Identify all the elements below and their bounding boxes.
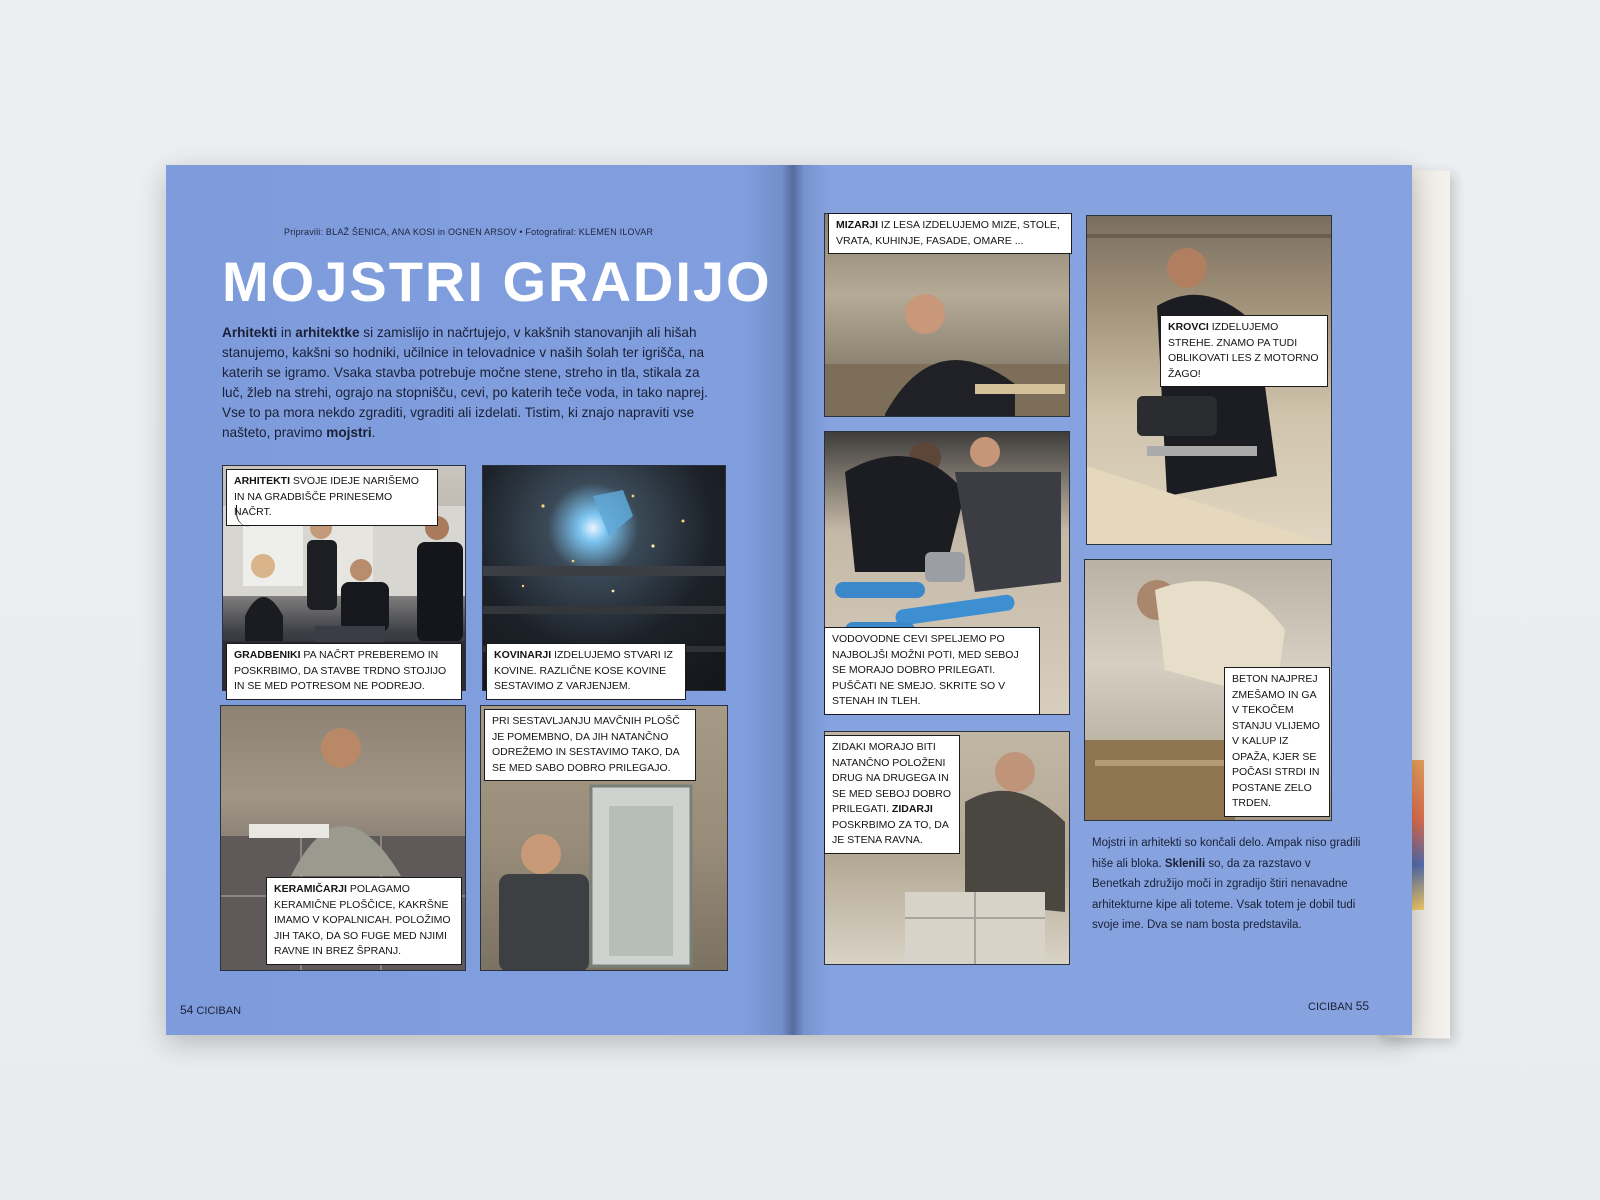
magazine-name-left: CICIBAN bbox=[196, 1005, 242, 1017]
caption-mizarji-text: IZ LESA IZDELUJEMO MIZE, STOLE, VRATA, KUHINJE, FASADE, OMARE ... bbox=[836, 219, 1060, 247]
caption-mavcne-text: PRI SESTAVLJANJU MAVČNIH PLOŠČ JE POMEMBNO, DA JIH NATANČNO ODREŽEMO IN SESTAVIMO TAKO, DA SE MED SABO DOBRO PRILEGAJO. bbox=[492, 715, 680, 774]
caption-vodovodne-cevi bbox=[824, 627, 1040, 715]
caption-kovinarji-bold: KOVINARJI bbox=[494, 649, 552, 661]
caption-mavcne-plosce bbox=[484, 709, 696, 781]
right-page bbox=[792, 165, 1412, 1035]
magazine-name-right: CICIBAN bbox=[1308, 1001, 1353, 1013]
caption-mizarji bbox=[828, 213, 1072, 254]
caption-arhitekti bbox=[226, 469, 438, 526]
caption-zidaki bbox=[824, 735, 960, 854]
caption-arhitekti-bold: ARHITEKTI bbox=[234, 475, 290, 487]
magazine-spread bbox=[166, 165, 1412, 1035]
folio-left bbox=[180, 1003, 241, 1017]
credits-line: Pripravili: BLAŽ ŠENICA, ANA KOSI in OGNEN ARSOV • Fotografiral: KLEMEN ILOVAR bbox=[284, 227, 654, 237]
caption-krovci-text: IZDELUJEMO STREHE. ZNAMO PA TUDI OBLIKOVATI LES Z MOTORNO ŽAGO! bbox=[1168, 321, 1319, 380]
left-page bbox=[166, 165, 792, 1035]
page-number-left: 54 bbox=[180, 1003, 194, 1017]
caption-mizarji-bold: MIZARJI bbox=[836, 219, 878, 231]
caption-vodovodne-text: VODOVODNE CEVI SPELJEMO PO NAJBOLJŠI MOŽNI POTI, MED SEBOJ SE MORAJO DOBRO PRILEGATI. PUŠČATI NE SMEJO. SKRITE SO V STENAH IN TLEH. bbox=[832, 633, 1019, 707]
caption-kovinarji-text: IZDELUJEMO STVARI IZ KOVINE. RAZLIČNE KOSE KOVINE SESTAVIMO Z VARJENJEM. bbox=[494, 649, 673, 692]
intro-text-3: . bbox=[371, 425, 376, 440]
intro-bold-arhitekti: Arhitekti bbox=[222, 325, 278, 340]
caption-beton-text: BETON NAJPREJ ZMEŠAMO IN GA V TEKOČEM STANJU VLIJEMO V KALUP IZ OPAŽA, KJER SE POČASI STRDI IN POSTANE ZELO TRDEN. bbox=[1232, 673, 1320, 809]
intro-bold-mojstri: mojstri bbox=[326, 425, 372, 440]
caption-gradbeniki-bold: GRADBENIKI bbox=[234, 649, 301, 661]
caption-gradbeniki-text: PA NAČRT PREBEREMO IN POSKRBIMO, DA STAVBE TRDNO STOJIJO IN SE MED POTRESOM NE PODREJO. bbox=[234, 649, 447, 692]
caption-gradbeniki bbox=[226, 643, 462, 700]
caption-beton bbox=[1224, 667, 1330, 817]
closing-paragraph bbox=[1092, 833, 1362, 936]
caption-keramicarji-text: POLAGAMO KERAMIČNE PLOŠČICE, KAKRŠNE IMAMO V KOPALNICAH. POLOŽIMO JIH TAKO, DA SO FUGE MED NJIMI RAVNE IN BREZ ŠPRANJ. bbox=[274, 883, 451, 957]
closing-text-2: so, da za razstavo v Benetkah združijo moči in zgradijo štiri nenavadne arhitekturne kipe ali toteme. Vsak totem je dobil tudi svoje ime. Dva se nam bosta predstavila. bbox=[1092, 857, 1356, 931]
caption-keramicarji-bold: KERAMIČARJI bbox=[274, 883, 347, 895]
caption-krovci-bold: KROVCI bbox=[1168, 321, 1209, 333]
intro-text-2: si zamislijo in načrtujejo, v kakšnih stanovanjih ali hišah stanujemo, kakšni so hodniki, učilnice in telovadnice v naših šolah ter igrišča, na katerih se igramo. Vsaka stavba potrebuje močne stene, streho in tla, stikala za luč, žleb na strehi, ograjo na stopnišču, cevi, po katerih teče voda, in tako naprej. Vse to pa mora nekdo zgraditi, vgraditi ali izdelati. Tistim, ki znajo napraviti vse našteto, pravimo bbox=[222, 325, 708, 440]
folio-right bbox=[1308, 999, 1369, 1013]
intro-bold-arhitektke: arhitektke bbox=[295, 325, 360, 340]
caption-kovinarji bbox=[486, 643, 686, 700]
page-title: MOJSTRI GRADIJO bbox=[222, 250, 772, 313]
caption-krovci bbox=[1160, 315, 1328, 387]
closing-bold-sklenili: Sklenili bbox=[1164, 857, 1206, 870]
closing-text-1: Mojstri in arhitekti so končali delo. Ampak niso gradili hiše ali bloka. bbox=[1092, 837, 1361, 870]
caption-zidaki-text: ZIDAKI MORAJO BITI NATANČNO POLOŽENI DRUG NA DRUGEGA IN SE MED SEBOJ DOBRO PRILEGATI. bbox=[832, 741, 952, 815]
caption-arhitekti-text: SVOJE IDEJE NARIŠEMO IN NA GRADBIŠČE PRINESEMO NAČRT. bbox=[234, 475, 419, 518]
intro-paragraph bbox=[222, 323, 722, 443]
caption-keramicarji bbox=[266, 877, 462, 965]
caption-zidaki-text2: POSKRBIMO ZA TO, DA JE STENA RAVNA. bbox=[832, 818, 949, 846]
page-number-right: 55 bbox=[1355, 999, 1370, 1013]
intro-text-1: in bbox=[277, 325, 296, 340]
caption-zidarji-bold: ZIDARJI bbox=[891, 803, 933, 815]
